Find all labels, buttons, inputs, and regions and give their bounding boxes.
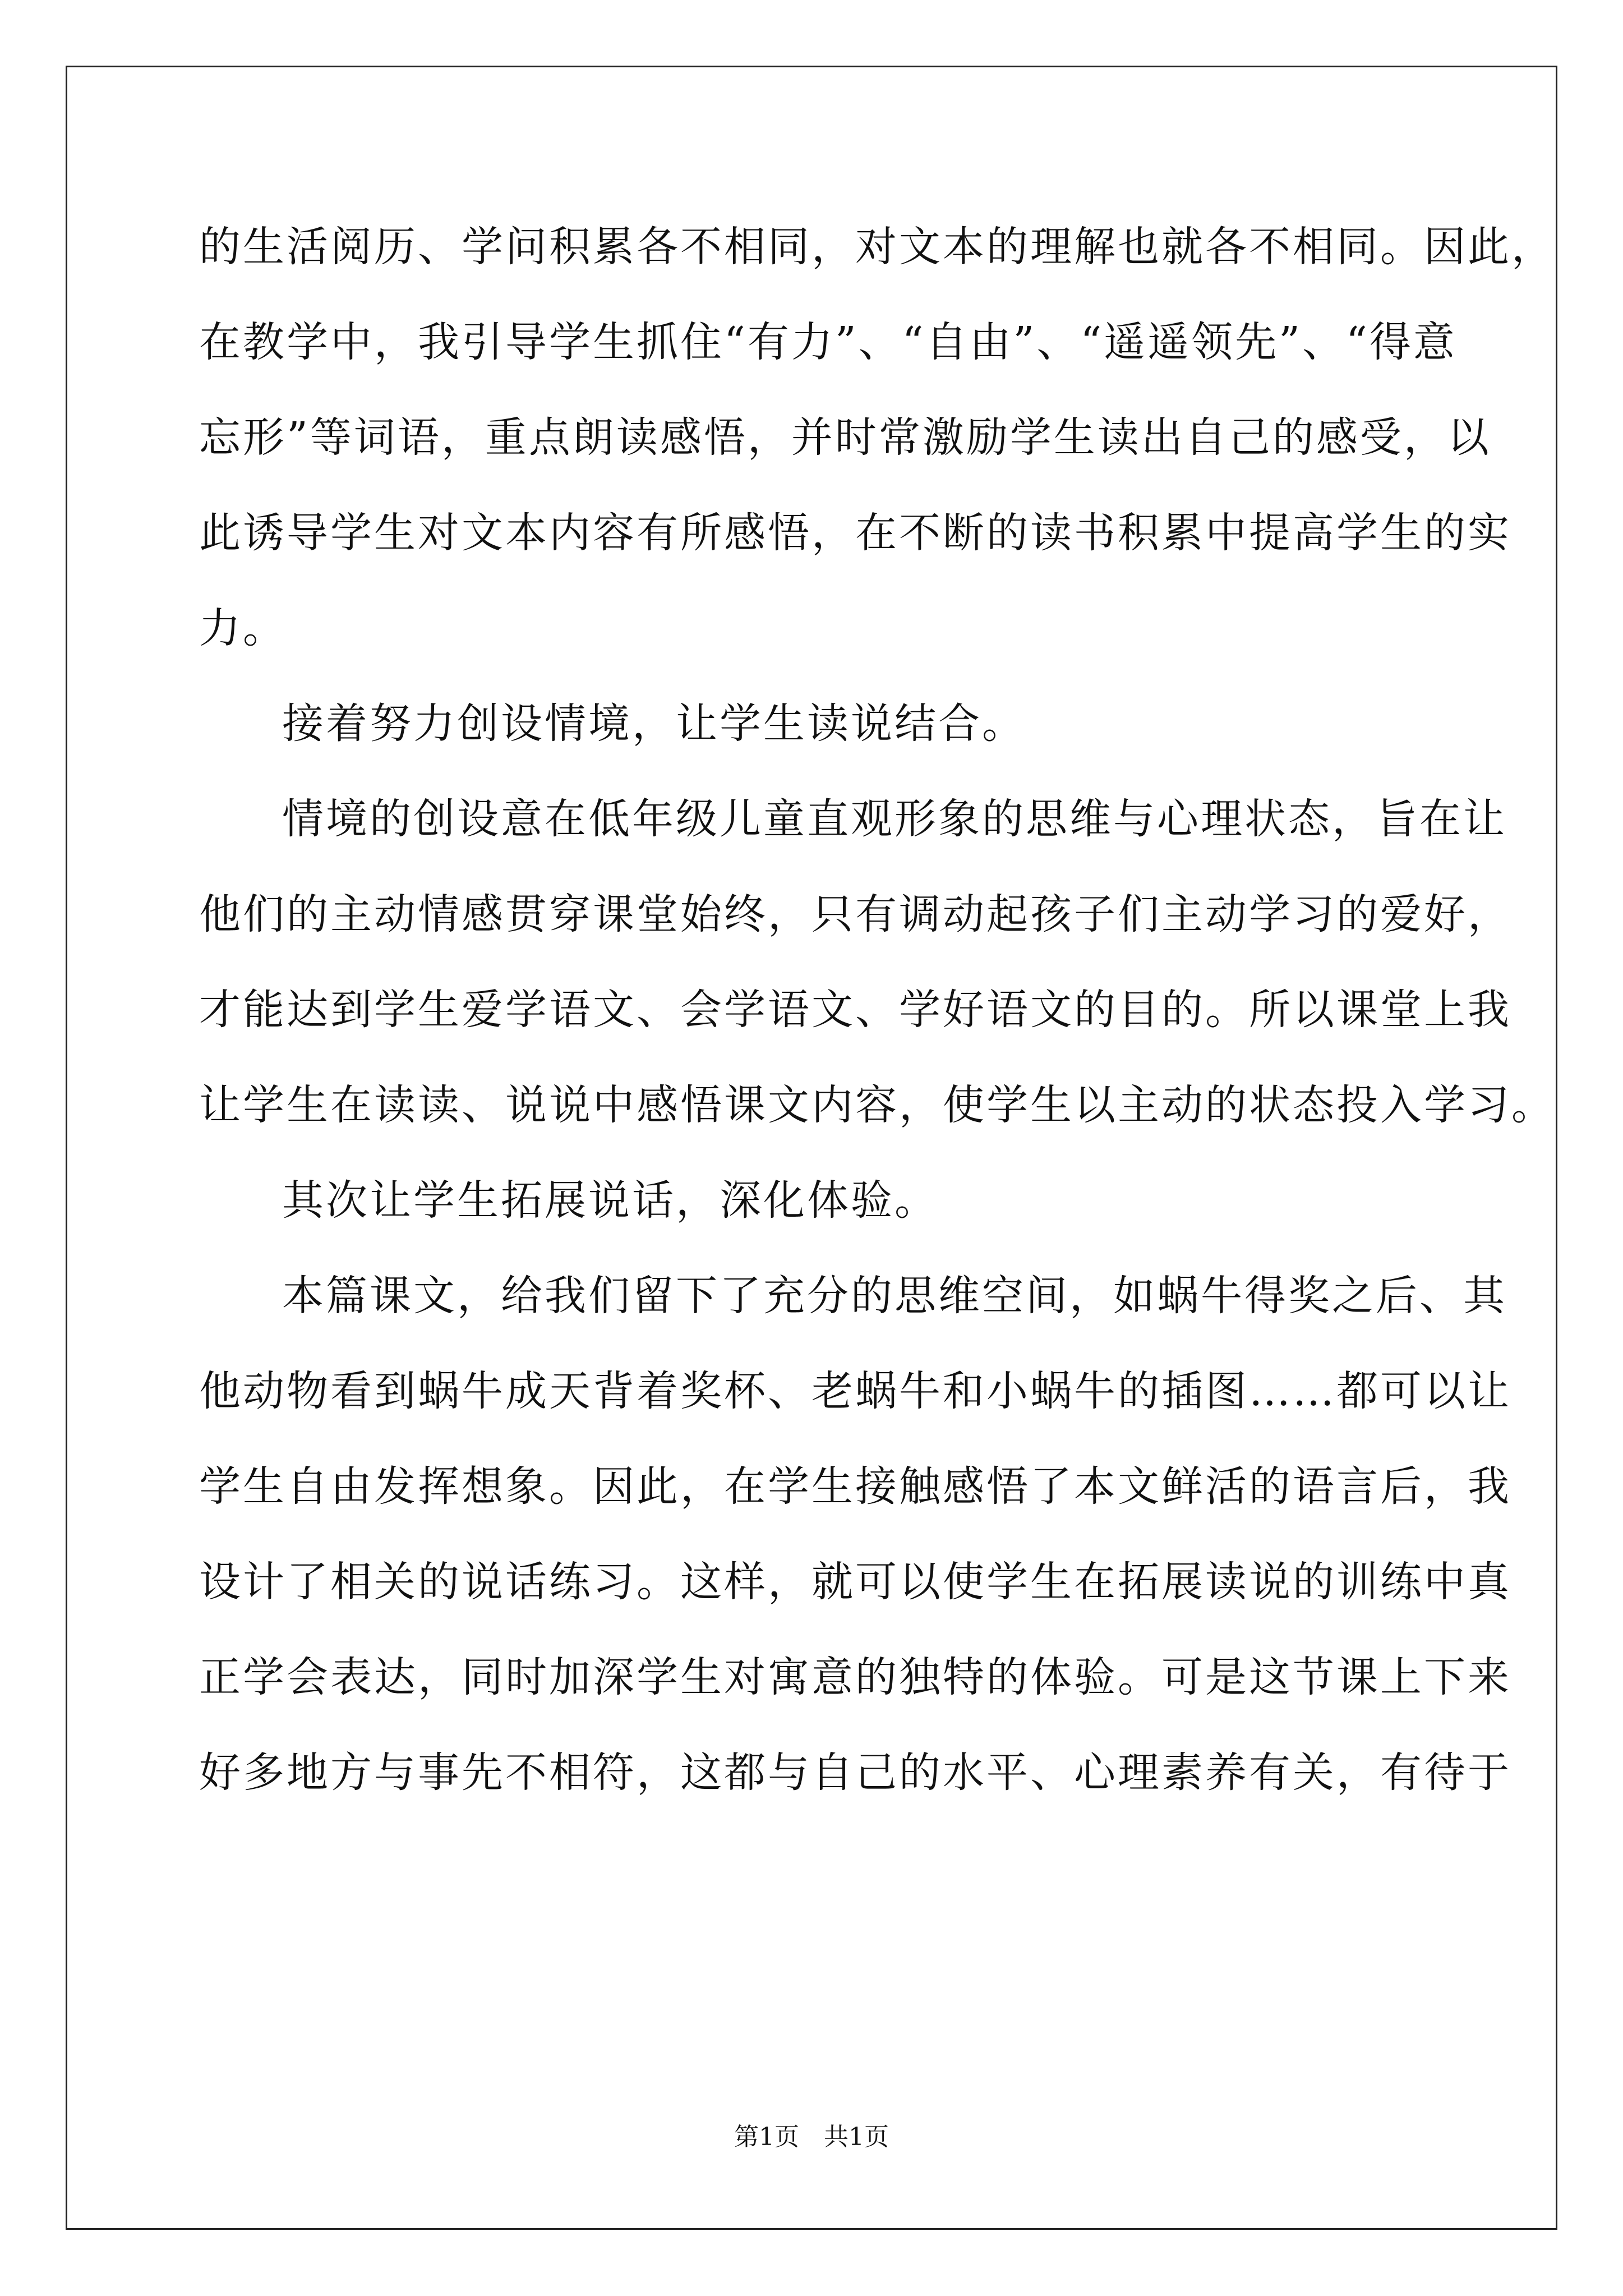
text-line: 才能达到学生爱学语文、会学语文、学好语文的目的。所以课堂上我 xyxy=(199,986,1511,1034)
text-line: 此诱导学生对文本内容有所感悟，在不断的读书积累中提高学生的实 xyxy=(199,509,1511,557)
text-line: 正学会表达，同时加深学生对寓意的独特的体验。可是这节课上下来 xyxy=(199,1653,1511,1701)
text-line: 力。 xyxy=(199,604,287,652)
paragraph-heading: 其次让学生拓展说话，深化体验。 xyxy=(282,1176,938,1225)
text-line: 学生自由发挥想象。因此，在学生接触感悟了本文鲜活的语言后，我 xyxy=(199,1462,1511,1511)
text-line: 情境的创设意在低年级儿童直观形象的思维与心理状态，旨在让 xyxy=(282,795,1507,843)
paragraph-heading: 接着努力创设情境，让学生读说结合。 xyxy=(282,700,1026,748)
text-line: 他们的主动情感贯穿课堂始终，只有调动起孩子们主动学习的爱好， xyxy=(199,890,1511,938)
text-line: 本篇课文，给我们留下了充分的思维空间，如蜗牛得奖之后、其 xyxy=(282,1272,1507,1320)
text-line: 让学生在读读、说说中感悟课文内容，使学生以主动的状态投入学习。 xyxy=(199,1081,1555,1129)
text-line: 他动物看到蜗牛成天背着奖杯、老蜗牛和小蜗牛的插图……都可以让 xyxy=(199,1367,1511,1415)
text-line: 的生活阅历、学问积累各不相同，对文本的理解也就各不相同。因此， xyxy=(199,223,1555,271)
text-line: 忘形”等词语，重点朗读感悟，并时常激励学生读出自己的感受，以 xyxy=(199,413,1491,462)
page-number-footer: 第1页 共1页 xyxy=(734,2123,889,2151)
document-body xyxy=(199,199,1555,1820)
text-line: 好多地方与事先不相符，这都与自己的水平、心理素养有关，有待于 xyxy=(199,1749,1511,1797)
text-line: 在教学中，我引导学生抓住“有力”、“自由”、“遥遥领先”、“得意 xyxy=(199,318,1457,366)
text-line: 设计了相关的说话练习。这样，就可以使学生在拓展读说的训练中真 xyxy=(199,1558,1511,1606)
